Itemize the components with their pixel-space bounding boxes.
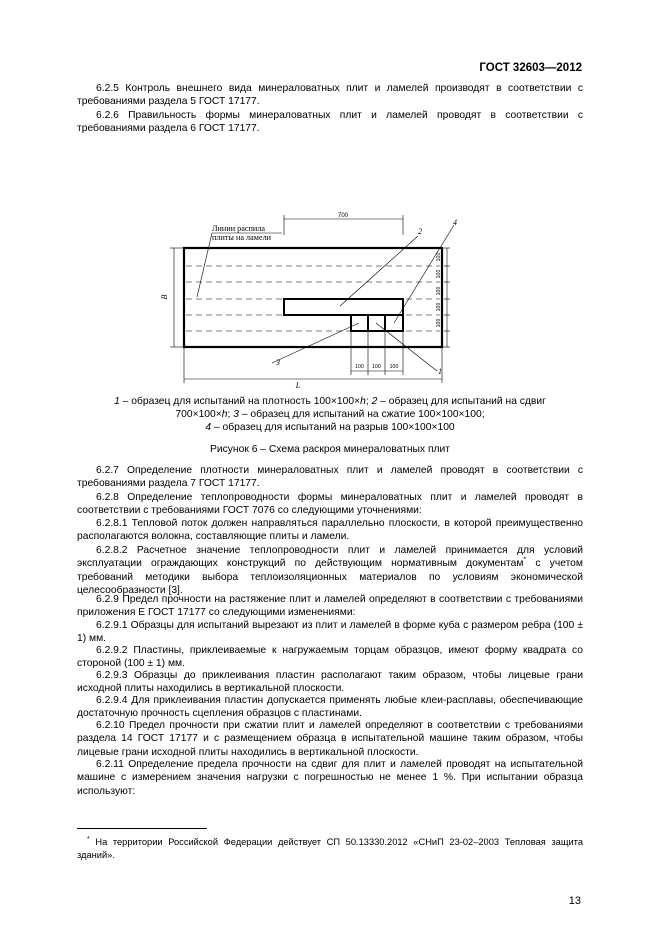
paragraph-6-2-8: 6.2.8 Определение теплопроводности формы минераловатных плит и ламелей проводят в соответствии с требованиями ГОСТ 7076 со следующими уточнениями: xyxy=(77,492,583,517)
paragraph-6-2-5: 6.2.5 Контроль внешнего вида минераловатных плит и ламелей производят в соответствии с требованиями раздела 5 ГОСТ 17177. xyxy=(77,83,583,108)
sample-3-compression xyxy=(351,315,368,331)
dim-right-4: 100 xyxy=(436,302,442,312)
page-number: 13 xyxy=(568,895,581,907)
footnote-mark: * xyxy=(87,835,90,843)
legend-num-4: 4 xyxy=(205,422,212,433)
legend-num-1: 1 xyxy=(114,396,120,407)
paragraph-6-2-10: 6.2.10 Предел прочности при сжатии плит и ламелей определяют в соответствии с требованиями раздела 14 ГОСТ 17177 и с размещением образца в испытательной машине таким образом, чтобы лицевые грани исходной плиты находились в вертикальной плоскости. xyxy=(77,720,583,758)
legend-sep-2: ; xyxy=(227,409,234,420)
num-2: 2 xyxy=(418,227,422,236)
callout-saw-lines-1: Линии распила xyxy=(212,224,265,233)
dim-bottom-1: 100 xyxy=(355,364,364,370)
dim-right-2: 100 xyxy=(436,269,442,279)
figure-legend-line-2 xyxy=(77,408,583,421)
dim-right-3: 100 xyxy=(436,286,442,296)
footnote-text: На территории Российской Федерации действует СП 50.13330.2012 «СНиП 23-02–2003 Тепловая защита зданий». xyxy=(77,837,583,860)
legend-h-2: h xyxy=(221,409,228,420)
paragraph-6-2-9-3: 6.2.9.3 Образцы до приклеивания пластин располагают таким образом, чтобы лицевые грани исходной плиты находились в вертикальной плоскости. xyxy=(77,670,583,695)
paragraph-6-2-9-2: 6.2.9.2 Пластины, приклеиваемые к нагружаемым торцам образцов, имеют форму квадрата со стороной (100 ± 1) мм. xyxy=(77,645,583,670)
sample-1-density xyxy=(368,315,385,331)
paragraph-6-2-9: 6.2.9 Предел прочности на растяжение плит и ламелей определяют в соответствии с требованиями приложения Е ГОСТ 17177 со следующими изменениями: xyxy=(77,594,583,619)
figure-legend-line-3 xyxy=(77,421,583,434)
legend-sep-1: ; xyxy=(365,396,372,407)
label-B: B xyxy=(160,294,169,300)
paragraph-6-2-6: 6.2.6 Правильность формы минераловатных плит и ламелей проводят в соответствии с требованиями раздела 6 ГОСТ 17177. xyxy=(77,110,583,135)
dim-right-5: 100 xyxy=(436,318,442,328)
legend-num-2: 2 xyxy=(371,396,378,407)
sample-2-shear xyxy=(284,299,403,315)
dim-700: 700 xyxy=(337,213,349,219)
legend-num-3: 3 xyxy=(233,409,239,420)
figure-caption: Рисунок 6 – Схема раскроя минераловатных плит xyxy=(210,444,450,455)
document-number-header: ГОСТ 32603—2012 xyxy=(479,62,582,74)
slab-drawing xyxy=(160,213,457,390)
legend-text-3: 700×100× xyxy=(175,409,222,420)
figure-cutting-scheme xyxy=(150,205,480,390)
callout-saw-lines-2: плиты на ламели xyxy=(212,233,272,242)
legend-text-4: – образец для испытаний на сжатие 100×100×100; xyxy=(238,409,485,420)
num-1: 1 xyxy=(438,367,442,376)
dim-right-1: 100 xyxy=(436,252,442,262)
legend-text-1: – образец для испытаний на плотность 100×100× xyxy=(119,396,361,407)
p6282-text-b: с учетом требований методики выбора теплоизоляционных материалов по условиям экономической целесообразности [3]. xyxy=(77,558,583,596)
paragraph-6-2-9-4: 6.2.9.4 Для приклеивания пластин допускается применять любые клеи-расплавы, обеспечивающие достаточную прочность сцепления образцов с пластинами. xyxy=(77,695,583,720)
p6282-text-a: 6.2.8.2 Расчетное значение теплопроводности плит и ламелей принимается для условий эксплуатации ограждающих конструкций по действующим нормативным документам xyxy=(77,545,583,570)
legend-text-2: – образец для испытаний на сдвиг xyxy=(377,396,546,407)
footnote xyxy=(77,836,583,861)
paragraph-6-2-9-1: 6.2.9.1 Образцы для испытаний вырезают из плит и ламелей в форме куба с размером ребра (100 ± 1) мм. xyxy=(77,620,583,645)
paragraph-6-2-8-1: 6.2.8.1 Тепловой поток должен направляться параллельно плоскости, в которой преимущественно располагаются волокна, составляющие плиты и ламели. xyxy=(77,518,583,543)
legend-h-1: h xyxy=(360,396,366,407)
num-4: 4 xyxy=(453,218,457,227)
paragraph-6-2-11: 6.2.11 Определение предела прочности на сдвиг для плит и ламелей проводят на испытательной машине с измерением значения нагрузки с погрешностью не менее 1 %. При испытании образца используют: xyxy=(77,759,583,797)
dim-bottom-2: 100 xyxy=(372,364,381,370)
paragraph-6-2-7: 6.2.7 Определение плотности минераловатных плит и ламелей проводят в соответствии с требованиями раздела 7 ГОСТ 17177. xyxy=(77,465,583,490)
num-3: 3 xyxy=(276,358,280,367)
footnote-mark-ref: * xyxy=(523,556,527,564)
figure-legend-line-1 xyxy=(77,395,583,408)
dim-bottom-3: 100 xyxy=(389,364,399,370)
legend-text-5: – образец для испытаний на разрыв 100×100×100 xyxy=(211,422,455,433)
label-L: L xyxy=(295,381,301,390)
paragraph-6-2-8-2 xyxy=(77,544,583,597)
footnote-divider xyxy=(77,828,207,829)
